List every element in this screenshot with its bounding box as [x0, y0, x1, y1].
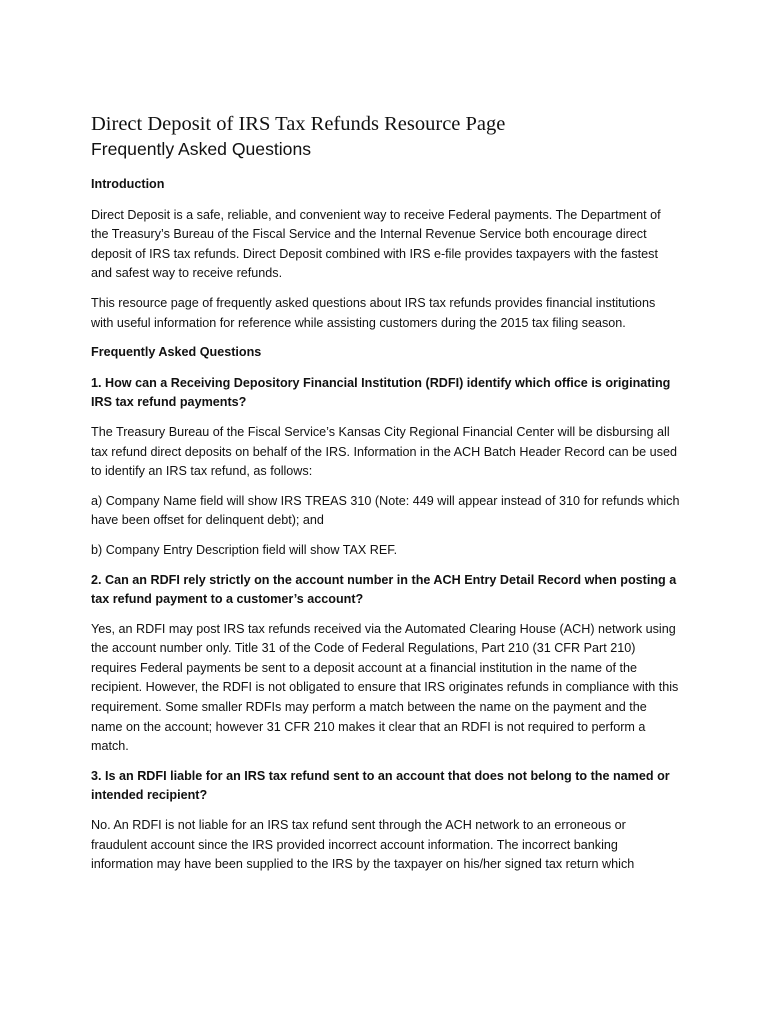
answer-2-paragraph-1: Yes, an RDFI may post IRS tax refunds received via the Automated Clearing House (ACH) network using the account number only. Title 31 of the Code of Federal Regulations, Part 210 (31 CFR Part 210) requires Federal payments be sent to a deposit account at a financial institution in the name of the recipient. However, the RDFI is not obligated to ensure that IRS originates refunds in compliance with this requirement. Some smaller RDFIs may perform a match between the name on the payment and the name on the account; however 31 CFR 210 makes it clear that an RDFI is not required to perform a match. — [91, 621, 679, 754]
page-title: Direct Deposit of IRS Tax Refunds Resource Page — [91, 113, 506, 135]
answer-1-paragraph-2: a) Company Name field will show IRS TREAS 310 (Note: 449 will appear instead of 310 for refunds which have been offset for delinquent debt); and — [91, 493, 680, 528]
question-1: 1. How can a Receiving Depository Financial Institution (RDFI) identify which office is originating IRS tax refund payments? — [91, 375, 671, 410]
question-2: 2. Can an RDFI rely strictly on the account number in the ACH Entry Detail Record when posting a tax refund payment to a customer’s account? — [91, 572, 677, 607]
page-subtitle: Frequently Asked Questions — [91, 139, 312, 159]
document-page — [91, 112, 681, 875]
intro-heading: Introduction — [91, 177, 165, 191]
faq-heading: Frequently Asked Questions — [91, 345, 262, 360]
answer-1-paragraph-3: b) Company Entry Description field will show TAX REF. — [91, 542, 398, 557]
answer-1-paragraph-1: The Treasury Bureau of the Fiscal Service’s Kansas City Regional Financial Center will be disbursing all tax refund direct deposits on behalf of the IRS. Information in the ACH Batch Header Record can be used to identify an IRS tax refund, as follows: — [91, 424, 677, 479]
intro-paragraph-1: Direct Deposit is a safe, reliable, and convenient way to receive Federal payments. The Department of the Treasury’s Bureau of the Fiscal Service and the Internal Revenue Service both encourage direct deposit of IRS tax refunds. Direct Deposit combined with IRS e-file provides taxpayers with the fastest and safest way to receive refunds. — [91, 207, 661, 281]
intro-paragraph-2: This resource page of frequently asked questions about IRS tax refunds provides financial institutions with useful information for reference while assisting customers during the 2015 tax filing season. — [91, 295, 656, 330]
question-3: 3. Is an RDFI liable for an IRS tax refund sent to an account that does not belong to the named or intended recipient? — [91, 768, 670, 803]
answer-3-paragraph-1: No. An RDFI is not liable for an IRS tax refund sent through the ACH network to an erroneous or fraudulent account since the IRS provided incorrect account information. The incorrect banking information may have been supplied to the IRS by the taxpayer on his/her signed tax return which — [91, 818, 635, 872]
